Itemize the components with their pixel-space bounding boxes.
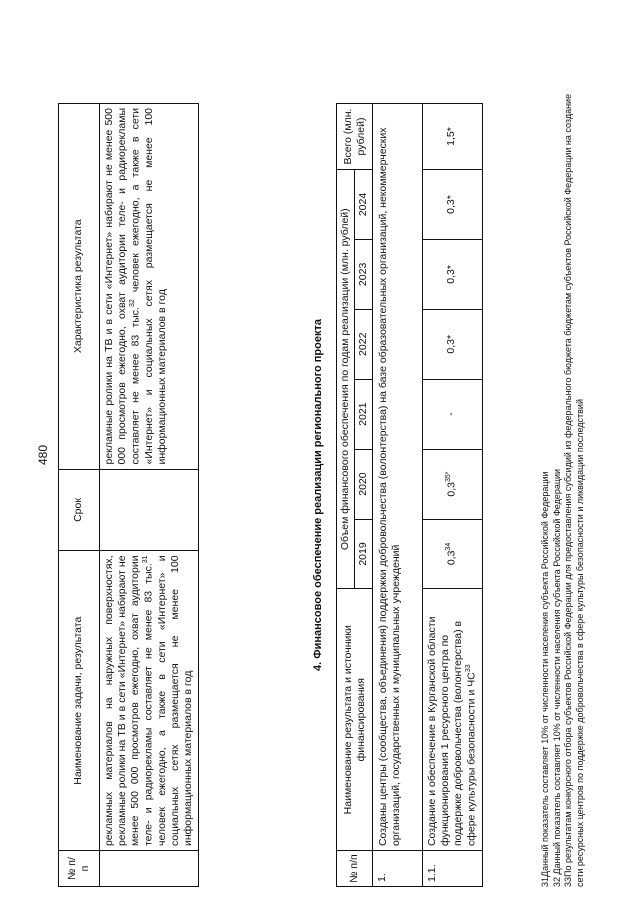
footnote-32: 32 Данный показатель составляет 10% от численности населения субъекта Российской Федерации [551, 468, 562, 887]
footnote-ref: 35* [445, 471, 453, 483]
value-2024: 0,3* [422, 170, 482, 240]
row-num: 1.1. [422, 851, 482, 887]
result-name: Создание и обеспечение в Курганской области функционирования 1 ресурсного центра по поддержке добровольчества (волонтерства) в сфере культуры безопасности и ЧС [425, 616, 478, 847]
year-2024: 2024 [355, 170, 373, 240]
header-volume: Объем финансового обеспечения по годам реализации (млн. рублей) [337, 170, 355, 589]
value-2023: 0,3* [422, 239, 482, 309]
header-num: № п/п [337, 851, 373, 887]
header-result-name: Наименование результата и источники финансирования [337, 589, 373, 851]
value-2021: - [422, 379, 482, 449]
year-2019: 2019 [355, 519, 373, 589]
year-2021: 2021 [355, 379, 373, 449]
financing-table [336, 103, 483, 887]
footnote-33: 33По результатам конкурсного отбора субъектов Российской Федерации для предоставления субсидий из федерального бюджета бюджетам субъектов Российской Федерации на создание сети ресурсных центров по поддержке добровольчества в сфере культуры безопасности и ликвидации последствий [563, 93, 586, 887]
value-2020: $0,3^{35*}$ [422, 449, 482, 519]
footnote-ref: 34 [445, 542, 453, 551]
char-text-b: человек ежегодно, а также в сети «Интернет» и социальных сетях размещается не менее 100 информационных материалов в год [129, 108, 168, 465]
footnotes [540, 87, 587, 887]
year-2023: 2023 [355, 239, 373, 309]
characteristic-cell [100, 104, 199, 470]
value-total: 1,5* [422, 104, 482, 170]
header-term: Срок [59, 469, 100, 551]
page-number: 480 [36, 444, 50, 466]
table-row [422, 104, 482, 887]
task-cell [100, 551, 199, 851]
year-2022: 2022 [355, 309, 373, 379]
footnote-31: 31Данный показатель составляет 10% от численности населения субъекта Российской Федерации [540, 471, 550, 887]
tasks-table-header [59, 104, 100, 887]
row-num: 1. [373, 851, 422, 887]
task-text-b: человек ежегодно, а также в сети «Интернет» и социальных сетях размещается не менее 100 информационных материалов в год [156, 555, 195, 847]
result-text: Созданы центры (сообщества, объединения) поддержки добровольчества (волонтерства) на базе образовательных организаций, некоммерческих организаций, государственных и муниципальных учреждений [373, 104, 422, 851]
document-page [0, 5, 640, 905]
result-name-cell [422, 589, 482, 851]
value-2022: 0,3* [422, 309, 482, 379]
task-text-a: рекламных материалов на наружных поверхностях, рекламные ролики на ТВ и в сети «Интернет» набирают не менее 500 000 просмотров ежегодно, охват аудитории теле- и радиорекламы составляет не менее 83 тыс. [103, 555, 155, 847]
term-cell [100, 469, 199, 551]
header-num: № п/п [59, 851, 100, 887]
footnote-ref: 33 [464, 664, 472, 673]
header-characteristic: Характеристика результата [59, 104, 100, 470]
table-row [100, 104, 199, 887]
header-total: Всего (млн. рублей) [337, 104, 373, 170]
tasks-table [58, 103, 199, 887]
year-2020: 2020 [355, 449, 373, 519]
value-2019: $0,3^{34}$ [422, 519, 482, 589]
footnote-ref: 32 [129, 299, 137, 308]
financing-header-row [337, 104, 355, 887]
header-task: Наименование задачи, результата [59, 551, 100, 851]
table-row [373, 104, 422, 887]
char-text-a: рекламные ролики на ТВ и в сети «Интернет» набирают не менее 500 000 просмотров ежегодно, охват аудитории теле- и радиорекламы составляет не менее 83 тыс. [103, 108, 142, 465]
section-title: 4. Финансовое обеспечение реализации регионального проекта [312, 319, 324, 671]
footnote-ref: 31 [142, 555, 150, 564]
row-num [100, 851, 199, 887]
